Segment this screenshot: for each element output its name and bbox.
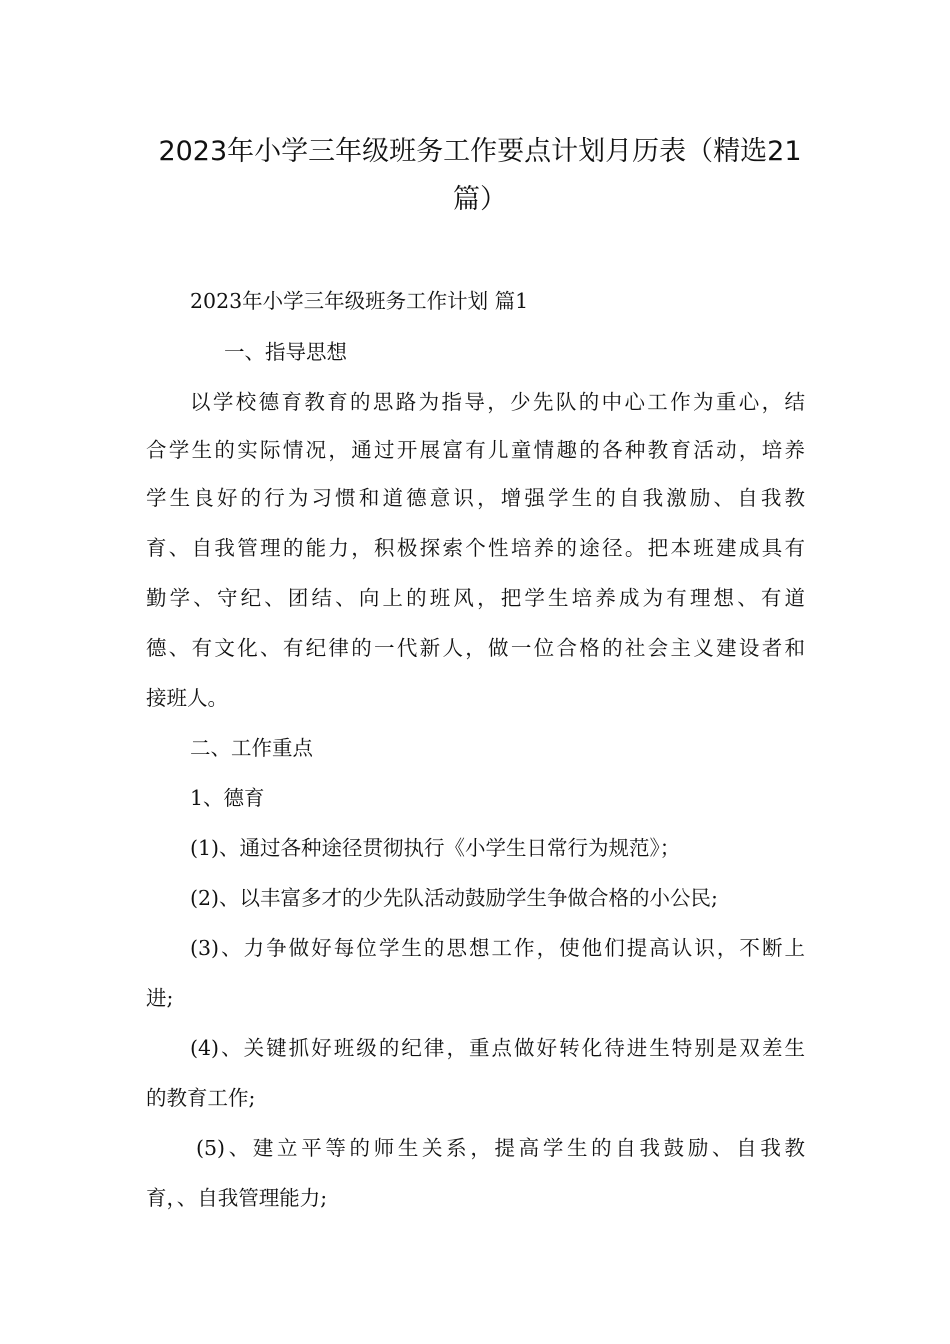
- paragraph-line: 德、有文化、有纪律的一代新人，做一位合格的社会主义建设者和: [146, 636, 805, 660]
- paragraph-line: 学生良好的行为习惯和道德意识，增强学生的自我激励、自我教: [146, 486, 805, 510]
- subheading-moral-education: 1、德育: [190, 786, 265, 810]
- list-item-continuation: 进;: [146, 986, 174, 1010]
- list-item-continuation: 的教育工作;: [146, 1086, 256, 1110]
- paragraph-line: 以学校德育教育的思路为指导，少先队的中心工作为重心，结: [190, 390, 805, 414]
- heading-work-focus: 二、工作重点: [190, 736, 313, 760]
- list-item: (5)、建立平等的师生关系，提高学生的自我鼓励、自我教: [196, 1136, 805, 1160]
- heading-guiding-ideology: 一、指导思想: [224, 340, 347, 364]
- paragraph-line: 勤学、守纪、团结、向上的班风，把学生培养成为有理想、有道: [146, 586, 805, 610]
- paragraph-line: 接班人。: [146, 686, 228, 710]
- list-item-continuation: 育，、自我管理能力;: [146, 1186, 328, 1210]
- paragraph-line: 育、自我管理的能力，积极探索个性培养的途径。把本班建成具有: [146, 536, 805, 560]
- list-item: (4)、关键抓好班级的纪律，重点做好转化待进生特别是双差生: [190, 1036, 805, 1060]
- section-heading: 2023年小学三年级班务工作计划 篇1: [190, 289, 529, 313]
- document-title-line-2: 篇）: [453, 184, 507, 215]
- list-item: (1)、通过各种途径贯彻执行《小学生日常行为规范》；: [190, 836, 681, 860]
- document-title-line-1: 2023年小学三年级班务工作要点计划月历表（精选21: [158, 136, 802, 167]
- paragraph-line: 合学生的实际情况，通过开展富有儿童情趣的各种教育活动，培养: [146, 438, 805, 462]
- list-item: (3)、力争做好每位学生的思想工作，使他们提高认识，不断上: [190, 936, 805, 960]
- list-item: (2)、以丰富多才的少先队活动鼓励学生争做合格的小公民;: [190, 886, 718, 910]
